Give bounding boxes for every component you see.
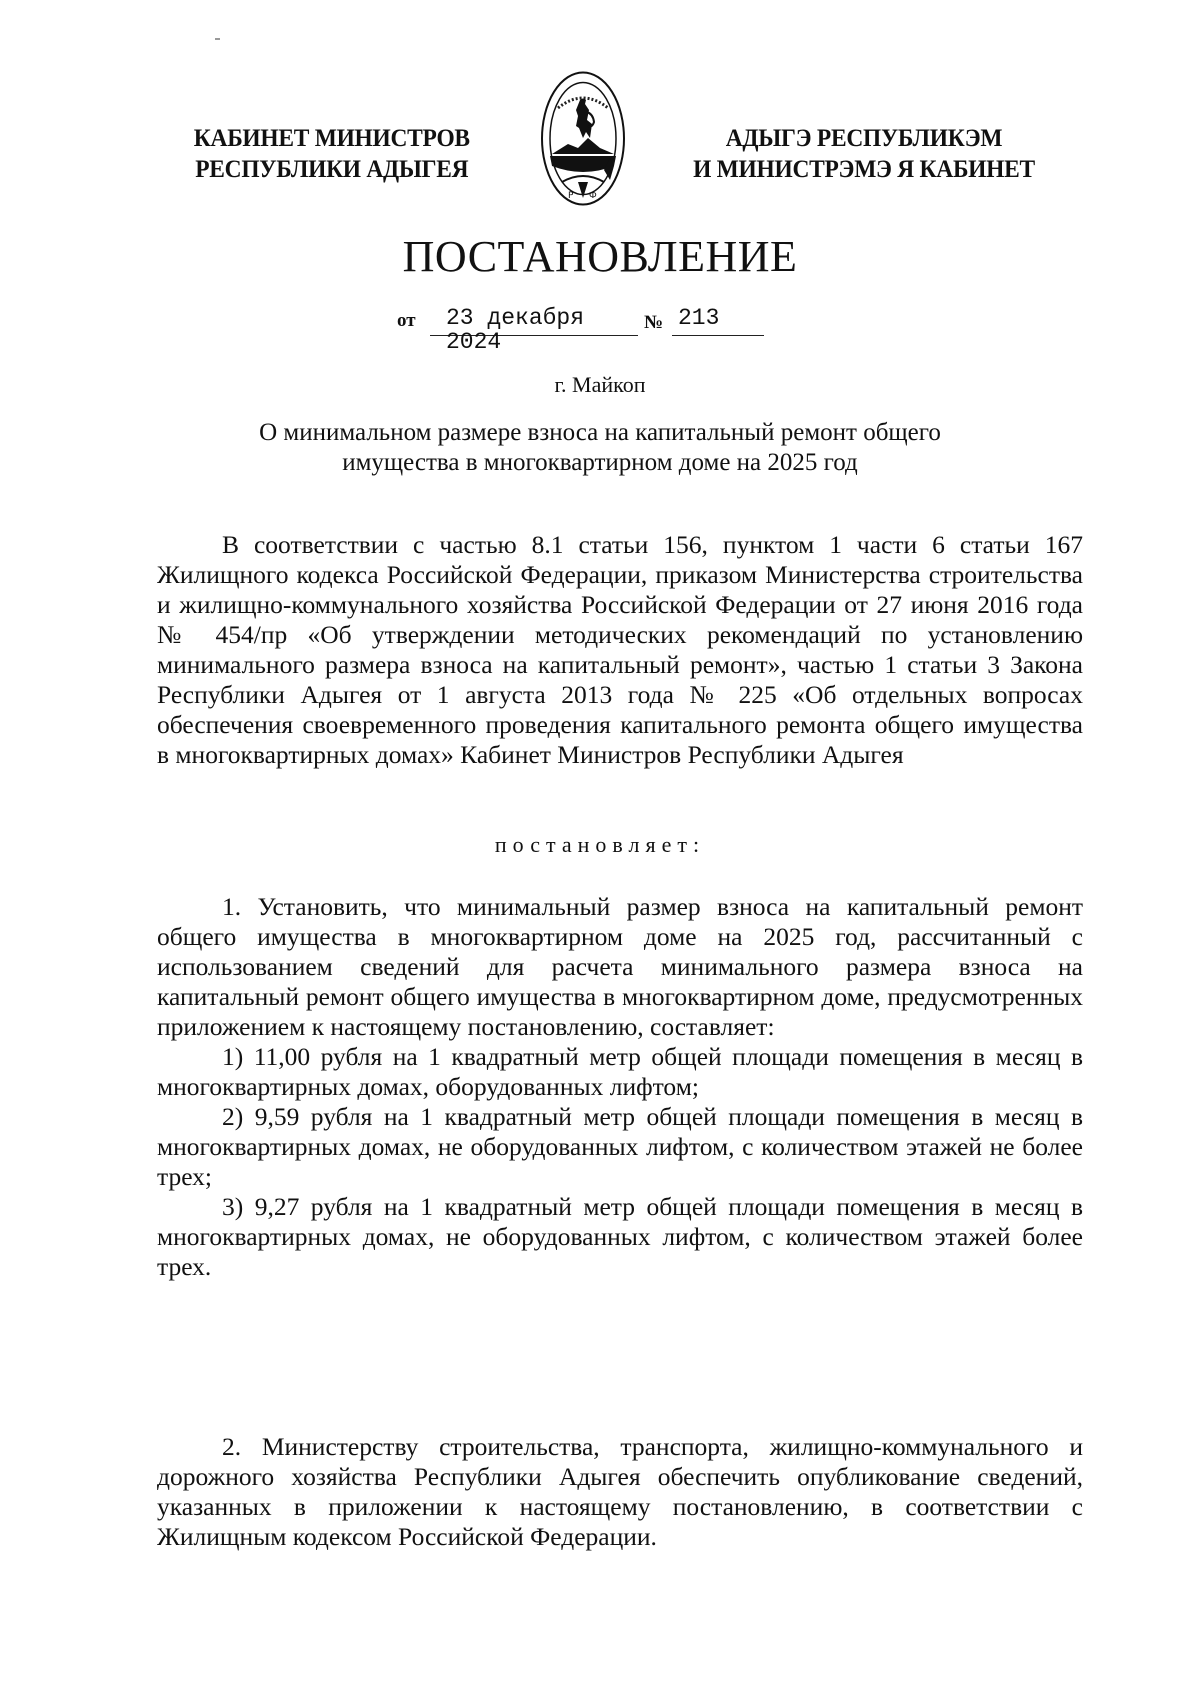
item2-block	[157, 1432, 1083, 1552]
item1-sub-1: 1) 11,00 рубля на 1 квадратный метр общей площади помещения в месяц в многоквартирных домах, оборудованных лифтом;	[157, 1042, 1083, 1101]
emblem-letter-r: Р	[568, 191, 574, 201]
item1-sub-2: 2) 9,59 рубля на 1 квадратный метр общей площади помещения в месяц в многоквартирных домах, не оборудованных лифтом, с количеством этажей не более трех;	[157, 1102, 1083, 1191]
subject-line1: О минимальном размере взноса на капитальный ремонт общего	[259, 419, 941, 446]
preamble-block	[157, 530, 1083, 770]
subject-line2: имущества в многоквартирном доме на 2025 год	[342, 449, 858, 476]
coat-of-arms-emblem-icon	[540, 70, 626, 207]
emblem-letter-f: Ф	[589, 191, 597, 201]
preamble-paragraph: В соответствии с частью 8.1 статьи 156, пунктом 1 части 6 статьи 167 Жилищного кодекса Российской Федерации, приказом Министерства строительства и жилищно-коммунального хозяйства Российской Федерации от 27 июня 2016 года № 454/пр «Об утверждении методических рекомендаций по установлению минимального размера взноса на капитальный ремонт», частью 1 статьи 3 Закона Республики Адыгея от 1 августа 2013 года № 225 «Об отдельных вопросах обеспечения своевременного проведения капитального ремонта общего имущества в многоквартирных домах» Кабинет Министров Республики Адыгея	[157, 530, 1083, 769]
decree-word: постановляет:	[494, 832, 706, 857]
date-label: от	[397, 310, 416, 331]
issuer-adyghe	[680, 122, 1048, 184]
city: г. Майкоп	[554, 372, 646, 397]
issuer-russian-line2: РЕСПУБЛИКИ АДЫГЕЯ	[195, 154, 469, 183]
item2-paragraph: 2. Министерству строительства, транспорта, жилищно-коммунального и дорожного хозяйства Республики Адыгея обеспечить опубликование сведений, указанных в приложении к настоящему постановлению, в соответствии с Жилищным кодексом Российской Федерации.	[157, 1432, 1083, 1551]
subject-heading	[200, 418, 1000, 478]
item1-block	[157, 892, 1083, 1282]
issuer-russian	[180, 122, 484, 184]
scan-artifact	[215, 38, 220, 40]
date-field: 23 декабря 2024	[430, 306, 638, 336]
number-field: 213	[672, 306, 764, 336]
item1-sub-3: 3) 9,27 рубля на 1 квадратный метр общей площади помещения в месяц в многоквартирных домах, не оборудованных лифтом, с количеством этажей более трех.	[157, 1192, 1083, 1281]
issuer-adyghe-line2: И МИНИСТРЭМЭ Я КАБИНЕТ	[693, 154, 1035, 183]
number-label: №	[644, 312, 664, 333]
item1-intro: 1. Установить, что минимальный размер взноса на капитальный ремонт общего имущества в многоквартирном доме на 2025 год, рассчитанный с использованием сведений для расчета минимального размера взноса на капитальный ремонт общего имущества в многоквартирном доме, предусмотренных приложением к настоящему постановлению, составляет:	[157, 892, 1083, 1041]
document-type-title: ПОСТАНОВЛЕНИЕ	[402, 232, 798, 281]
issuer-russian-line1: КАБИНЕТ МИНИСТРОВ	[193, 123, 470, 152]
issuer-adyghe-line1: АДЫГЭ РЕСПУБЛИКЭМ	[725, 123, 1003, 152]
